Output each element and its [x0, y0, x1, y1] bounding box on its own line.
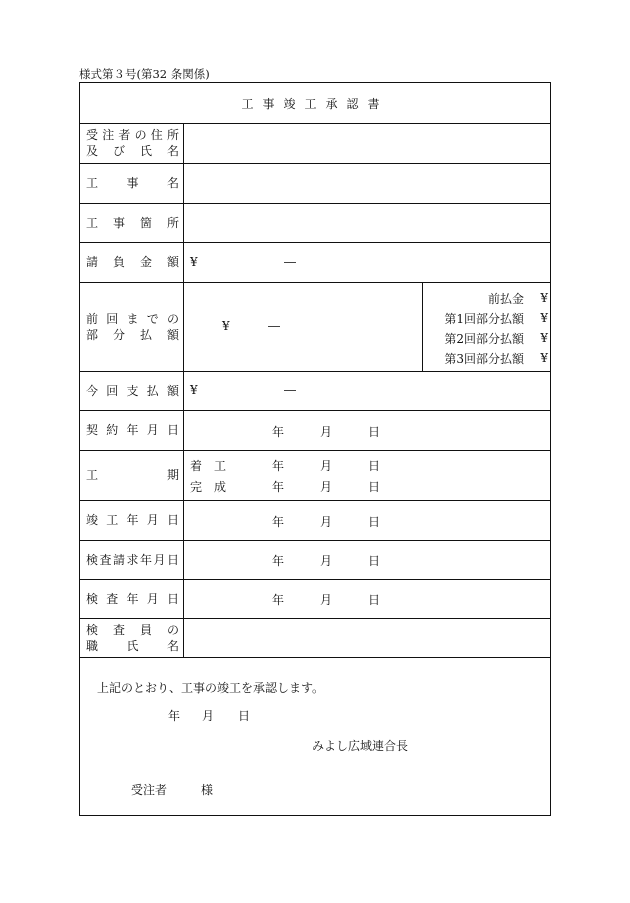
recipient-label: 受注者	[131, 783, 168, 797]
approval-statement: 上記のとおり、工事の竣工を承認します。	[97, 681, 325, 695]
row-contract-amount	[80, 242, 550, 283]
issuer-name: みよし広域連合長	[312, 739, 409, 753]
field-construction-place[interactable]	[184, 203, 550, 242]
label-prior-2: 部分払額	[86, 327, 179, 342]
approval-form	[79, 82, 551, 816]
footer-day-unit: 日	[238, 709, 251, 723]
month-unit: 月	[320, 480, 333, 494]
footer-year-unit: 年	[168, 709, 181, 723]
amount-dash: ―	[284, 383, 296, 397]
field-current-payment[interactable]	[184, 371, 550, 410]
label-period: 工期	[86, 468, 179, 482]
breakdown-label: 第2回部分払額	[444, 331, 524, 346]
yen-sign: ¥	[540, 311, 548, 325]
yen-sign: ¥	[190, 255, 198, 269]
yen-sign: ¥	[540, 351, 548, 365]
day-unit: 日	[368, 480, 381, 494]
row-construction-period	[80, 450, 550, 501]
day-unit: 日	[368, 593, 381, 607]
label-prior-1: 前回までの	[86, 311, 179, 326]
yen-sign: ¥	[190, 383, 198, 397]
day-unit: 日	[368, 425, 381, 439]
field-contractor-address[interactable]	[184, 123, 550, 163]
honorific: 様	[201, 783, 214, 797]
label-construction-place: 工事箇所	[86, 215, 179, 230]
yen-sign: ¥	[540, 331, 548, 345]
field-inspection-date[interactable]	[184, 579, 550, 618]
month-unit: 月	[320, 593, 333, 607]
label-contract-amount: 請負金額	[86, 255, 179, 269]
row-inspection-date	[80, 579, 550, 619]
breakdown-label: 第3回部分払額	[444, 351, 524, 366]
amount-dash: ―	[284, 255, 296, 269]
label-inspector-1: 検査員の	[86, 622, 179, 637]
month-unit: 月	[320, 554, 333, 568]
year-unit: 年	[272, 459, 285, 473]
amount-dash: ―	[268, 319, 280, 333]
row-prior-payments	[80, 282, 550, 372]
breakdown-partial-1[interactable]	[422, 308, 548, 328]
form-title: 工事竣工承認書	[80, 83, 550, 124]
period-end-label: 完 成	[190, 480, 227, 494]
label-request-date: 検査請求年月日	[86, 552, 179, 567]
label-construction-name: 工事名	[86, 176, 179, 190]
row-completion-date	[80, 500, 550, 541]
day-unit: 日	[368, 515, 381, 529]
approval-statement-section	[80, 657, 550, 815]
field-contract-amount[interactable]	[184, 242, 550, 282]
field-prior-payments	[184, 282, 550, 371]
day-unit: 日	[368, 554, 381, 568]
label-completion-date: 竣工年月日	[86, 513, 179, 527]
label-current-payment: 今回支払額	[86, 383, 179, 398]
label-contract-date: 契約年月日	[86, 423, 179, 437]
year-unit: 年	[272, 425, 285, 439]
row-construction-place	[80, 203, 550, 243]
year-unit: 年	[272, 554, 285, 568]
breakdown-partial-3[interactable]	[422, 348, 548, 368]
field-inspector[interactable]	[184, 618, 550, 657]
year-unit: 年	[272, 593, 285, 607]
breakdown-label: 第1回部分払額	[444, 311, 524, 326]
row-contractor-address	[80, 123, 550, 164]
field-request-date[interactable]	[184, 540, 550, 579]
year-unit: 年	[272, 480, 285, 494]
yen-sign: ¥	[540, 291, 548, 305]
yen-sign: ¥	[222, 319, 230, 333]
row-current-payment	[80, 371, 550, 411]
label-inspector-2: 職氏名	[86, 638, 179, 653]
month-unit: 月	[320, 425, 333, 439]
year-unit: 年	[272, 515, 285, 529]
breakdown-label: 前払金	[487, 291, 524, 306]
footer-month-unit: 月	[202, 709, 215, 723]
day-unit: 日	[368, 459, 381, 473]
row-construction-name	[80, 163, 550, 204]
field-construction-name[interactable]	[184, 163, 550, 203]
month-unit: 月	[320, 515, 333, 529]
month-unit: 月	[320, 459, 333, 473]
row-contract-date	[80, 410, 550, 451]
field-completion-date[interactable]	[184, 500, 550, 540]
payment-breakdown	[422, 288, 548, 368]
label-inspection-date: 検査年月日	[86, 591, 179, 606]
label-name: 及び氏名	[86, 144, 179, 158]
row-inspector	[80, 618, 550, 658]
row-request-date	[80, 540, 550, 580]
label-address: 受注者の住所	[86, 128, 179, 142]
field-contract-date[interactable]	[184, 410, 550, 450]
form-code: 様式第３号(第32 条関係)	[79, 67, 210, 81]
field-construction-period[interactable]	[184, 450, 550, 500]
breakdown-advance[interactable]	[422, 288, 548, 308]
period-start-label: 着 工	[190, 459, 227, 473]
breakdown-partial-2[interactable]	[422, 328, 548, 348]
